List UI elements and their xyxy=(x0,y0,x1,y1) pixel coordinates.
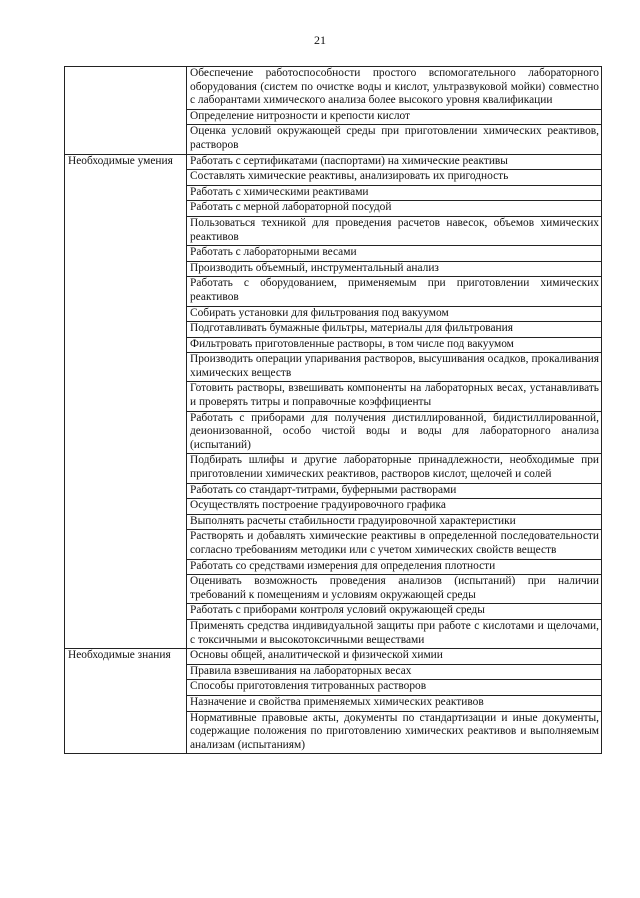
requirement-item: Работать со стандарт-титрами, буферными растворами xyxy=(187,483,602,499)
requirement-item: Способы приготовления титрованных растворов xyxy=(187,680,602,696)
requirement-item: Назначение и свойства применяемых химических реактивов xyxy=(187,695,602,711)
requirement-item: Работать с мерной лабораторной посудой xyxy=(187,201,602,217)
requirement-item: Работать с сертификатами (паспортами) на химические реактивы xyxy=(187,154,602,170)
requirement-item: Работать с приборами контроля условий окружающей среды xyxy=(187,604,602,620)
requirement-item: Готовить растворы, взвешивать компоненты на лабораторных весах, устанавливать и проверять титры и поправочные коэффициенты xyxy=(187,382,602,411)
requirement-item: Подбирать шлифы и другие лабораторные принадлежности, необходимые при приготовлении химических реактивов, растворов кислот, щелочей и солей xyxy=(187,454,602,483)
section-label: Необходимые знания xyxy=(65,649,187,754)
section-label: Необходимые умения xyxy=(65,154,187,649)
requirement-item: Пользоваться техникой для проведения расчетов навесок, объемов химических реактивов xyxy=(187,216,602,245)
requirements-table xyxy=(64,66,602,754)
section-label xyxy=(65,67,187,155)
requirement-item: Работать с приборами для получения дистиллированной, бидистиллированной, деионизованной, особо чистой воды и воды для лабораторного анализа (испытаний) xyxy=(187,411,602,454)
requirement-item: Составлять химические реактивы, анализировать их пригодность xyxy=(187,170,602,186)
requirement-item: Производить операции упаривания растворов, высушивания осадков, прокаливания химических веществ xyxy=(187,353,602,382)
requirement-item: Нормативные правовые акты, документы по стандартизации и иные документы, содержащие положения по приготовлению химических реактивов и выполняемым анализам (испытаниям) xyxy=(187,711,602,754)
page-number: 21 xyxy=(314,33,326,47)
requirement-item: Собирать установки для фильтрования под вакуумом xyxy=(187,306,602,322)
requirement-item: Производить объемный, инструментальный анализ xyxy=(187,261,602,277)
requirements-table-body xyxy=(65,67,602,754)
requirement-item: Подготавливать бумажные фильтры, материалы для фильтрования xyxy=(187,322,602,338)
requirement-item: Основы общей, аналитической и физической химии xyxy=(187,649,602,665)
requirement-item: Работать со средствами измерения для определения плотности xyxy=(187,559,602,575)
requirement-item: Растворять и добавлять химические реактивы в определенной последовательности согласно требованиям методики или с учетом химических свойств веществ xyxy=(187,530,602,559)
requirement-item: Применять средства индивидуальной защиты при работе с кислотами и щелочами, с токсичными и высокотоксичными веществами xyxy=(187,619,602,648)
requirement-item: Обеспечение работоспособности простого вспомогательного лабораторного оборудования (систем по очистке воды и кислот, ультразвуковой мойки) совместно с лаборантами химического анализа более высокого уровня квалификации xyxy=(187,67,602,110)
requirement-item: Оценка условий окружающей среды при приготовлении химических реактивов, растворов xyxy=(187,125,602,154)
requirement-item: Оценивать возможность проведения анализов (испытаний) при наличии требований к помещениям и условиям окружающей среды xyxy=(187,575,602,604)
requirement-item: Работать с оборудованием, применяемым при приготовлении химических реактивов xyxy=(187,277,602,306)
table-row xyxy=(65,154,602,170)
table-row xyxy=(65,649,602,665)
requirement-item: Выполнять расчеты стабильности градуировочной характеристики xyxy=(187,514,602,530)
requirement-item: Определение нитрозности и крепости кислот xyxy=(187,109,602,125)
table-row xyxy=(65,67,602,110)
requirement-item: Осуществлять построение градуировочного графика xyxy=(187,499,602,515)
requirement-item: Работать с лабораторными весами xyxy=(187,246,602,262)
requirement-item: Фильтровать приготовленные растворы, в том числе под вакуумом xyxy=(187,337,602,353)
requirement-item: Правила взвешивания на лабораторных весах xyxy=(187,664,602,680)
requirement-item: Работать с химическими реактивами xyxy=(187,185,602,201)
